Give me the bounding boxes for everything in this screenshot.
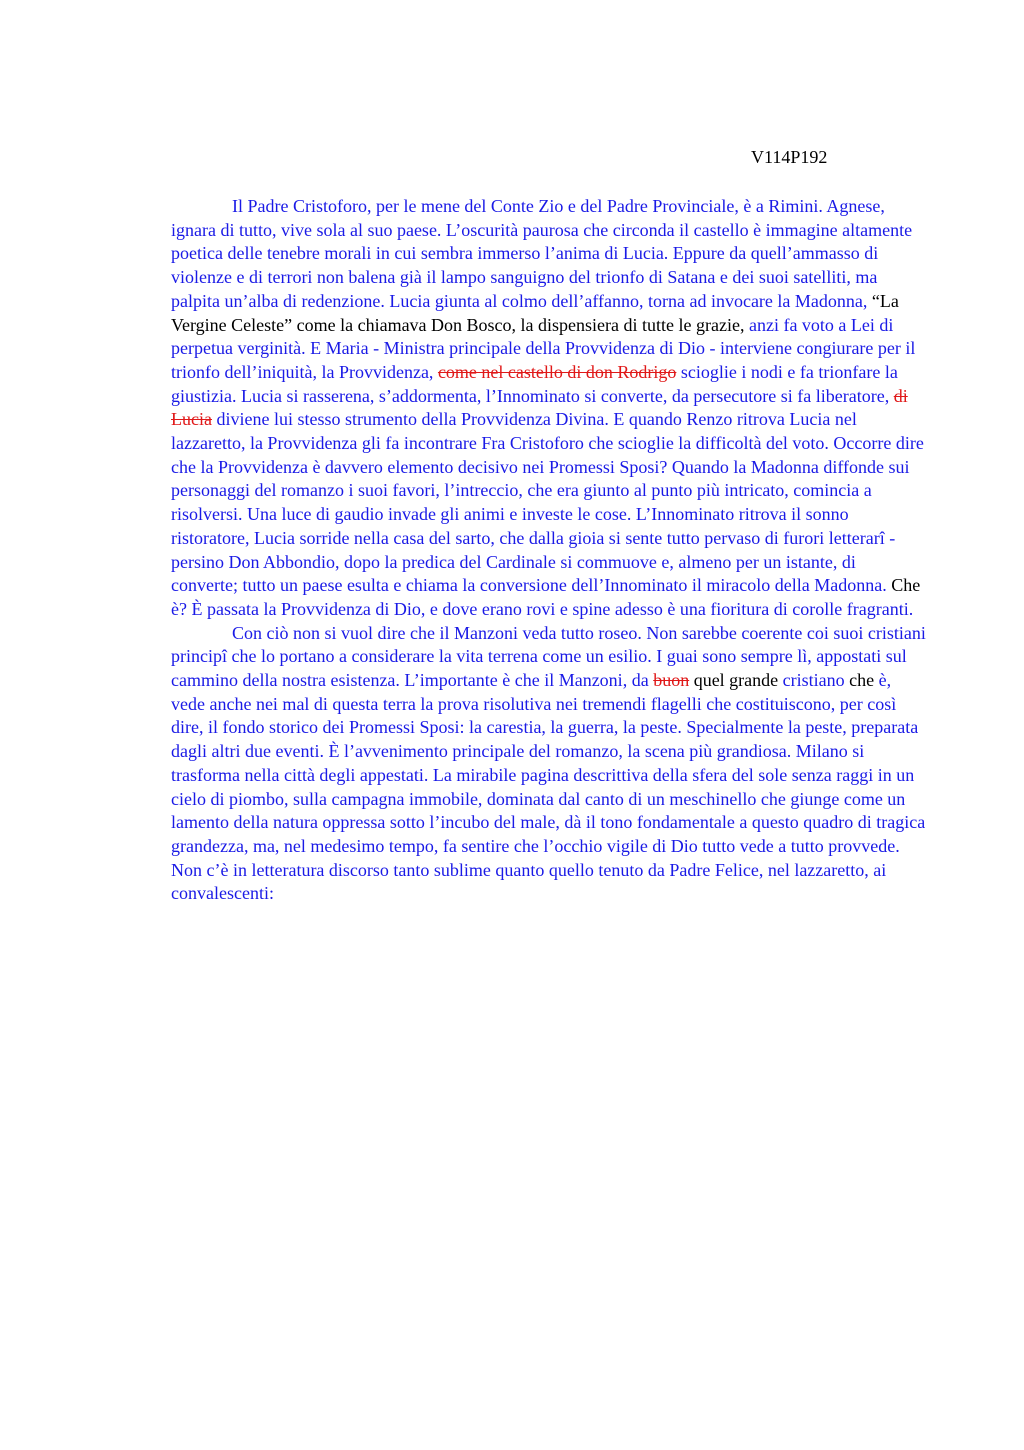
original-text: che: [849, 670, 879, 691]
inserted-text: è? È passata la Provvidenza di Dio, e dove erano rovi e spine adesso è una fioritura di corolle fragranti.: [171, 598, 914, 619]
paragraph: [171, 622, 927, 906]
inserted-text: anzi fa voto a Lei di perpetua verginità. E Maria - Ministra principale della Provvidenza di Dio - interviene congiurare per il trionfo dell’iniquità, la Provvidenza,: [171, 314, 916, 382]
inserted-text: diviene lui stesso strumento della Provvidenza Divina. E quando Renzo ritrova Lucia nel lazzaretto, la Provvidenza gli fa incontrare Fra Cristoforo che scioglie la difficoltà del voto. Occorre dire che la Provvidenza è davvero elemento decisivo nei Promessi Sposi? Quando la Madonna diffonde sui personaggi del romanzo i suoi favori, l’intreccio, che era giunto al punto più intricato, comincia a risolversi. Una luce di gaudio invade gli animi e investe le cose. L’Innominato ritrova il sonno ristoratore, Lucia sorride nella casa del sarto, che dalla gioia si sente tutto pervaso di furori letterarî - persino Don Abbondio, dopo la predica del Cardinale si commuove e, almeno per un istante, di converte; tutto un paese esulta e chiama la conversione dell’Innominato il miracolo della Madonna.: [171, 409, 924, 596]
deleted-text: buon: [653, 670, 690, 691]
inserted-text: cristiano: [782, 670, 850, 691]
inserted-text: è, vede anche nei mal di questa terra la prova risolutiva nei tremendi flagelli che costituiscono, per così dire, il fondo storico dei Promessi Sposi: la carestia, la guerra, la peste. Specialmente la peste, preparata dagli altri due eventi. È l’avvenimento principale del romanzo, la scena più grandiosa. Milano si trasforma nella città degli appestati. La mirabile pagina descrittiva della sfera del sole senza raggi in un cielo di piombo, sulla campagna immobile, dominata dal canto di un meschinello che giunge come un lamento della natura oppressa sotto l’incubo del male, dà il tono fondamentale a questo quadro di tragica grandezza, ma, nel medesimo tempo, fa sentire che l’occhio vigile di Dio tutto vede a tutto provvede. Non c’è in letteratura discorso tanto sublime quanto quello tenuto da Padre Felice, nel lazzaretto, ai convalescenti:: [171, 670, 926, 904]
inserted-text: Il Padre Cristoforo, per le mene del Conte Zio e del Padre Provinciale, è a Rimini. Agnese, ignara di tutto, vive sola al suo paese. L’oscurità paurosa che circonda il castello è immagine altamente poetica delle tenebre morali in cui sembra immerso l’anima di Lucia. Eppure da quell’ammasso di violenze e di terrori non balena già il lampo sanguigno del trionfo di Satana e dei suoi satelliti, ma palpita un’alba di redenzione. Lucia giunta al colmo dell’affanno, torna ad invocare la Madonna,: [171, 196, 913, 311]
document-body: [171, 195, 927, 906]
original-text: Che: [891, 575, 921, 596]
deleted-text: di Lucia: [171, 385, 908, 430]
original-text: quel grande: [689, 670, 783, 691]
page-reference-code: V114P192: [751, 147, 828, 167]
inserted-text: Con ciò non si vuol dire che il Manzoni veda tutto roseo. Non sarebbe coerente coi suoi cristiani principî che lo portano a considerare la vita terrena come un esilio. I guai sono sempre lì, appostati sul cammino della nostra esistenza. L’importante è che il Manzoni, da: [171, 622, 926, 691]
deleted-text: come nel castello di don Rodrigo: [437, 361, 677, 382]
inserted-text: scioglie i nodi e fa trionfare la giustizia. Lucia si rasserena, s’addormenta, l’Innominato si converte, da persecutore si fa liberatore,: [171, 361, 898, 406]
original-text: “La Vergine Celeste” come la chiamava Don Bosco, la dispensiera di tutte le grazie,: [171, 290, 899, 335]
paragraph: [171, 195, 927, 622]
